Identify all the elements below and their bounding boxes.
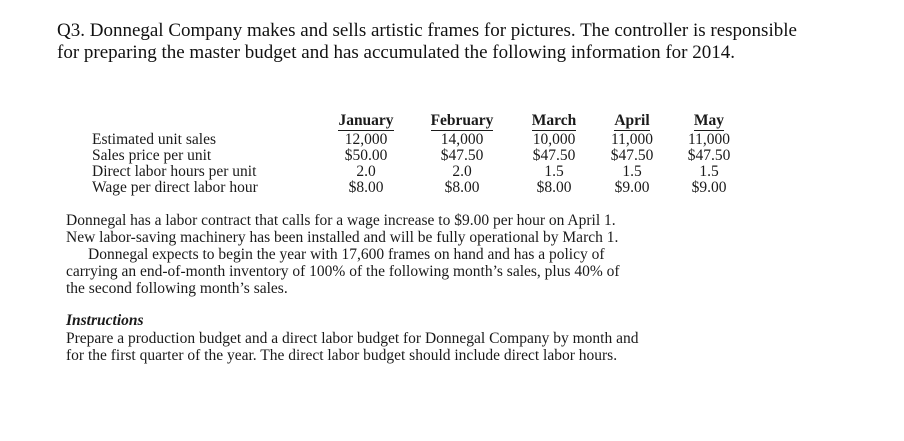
cell-value: $8.00 [536,179,572,196]
paragraph-line: the second following month’s sales. [66,280,288,297]
cell-value: 2.0 [356,163,376,180]
cell-value: 12,000 [344,131,388,148]
cell-value: 11,000 [687,131,731,148]
instructions-line: for the first quarter of the year. The direct labor budget should include direct labor hours. [66,347,618,364]
cell-value: 11,000 [610,131,654,148]
header-may: May [693,112,725,129]
cell-value: $8.00 [444,179,480,196]
table-row [92,180,746,196]
question-line-1: Q3. Donnegal Company makes and sells artistic frames for pictures. The controller is responsible [57,20,797,41]
instructions-text [66,330,638,364]
question-line-2: for preparing the master budget and has accumulated the following information for 2014. [57,42,735,63]
cell-value: $8.00 [348,179,384,196]
instructions-heading: Instructions [66,312,144,329]
cell-value: 1.5 [699,163,719,180]
header-january: January [338,112,394,129]
budget-data-table [92,113,746,196]
table-row [92,132,746,148]
header-april: April [614,112,650,129]
cell-value: 1.5 [544,163,564,180]
paragraph-line: Donnegal expects to begin the year with 17,600 frames on hand and has a policy of [88,246,605,263]
cell-value: 1.5 [622,163,642,180]
table-row [92,148,746,164]
cell-value: 10,000 [532,131,576,148]
cell-value: $9.00 [691,179,727,196]
header-february: February [430,112,494,129]
row-label: Wage per direct labor hour [92,179,258,196]
cell-value: 2.0 [452,163,472,180]
question-prompt [57,20,877,64]
paragraph-line: carrying an end-of-month inventory of 100% of the following month’s sales, plus 40% of [66,263,620,280]
paragraph-line: New labor-saving machinery has been installed and will be fully operational by March 1. [66,229,619,246]
header-march: March [531,112,577,129]
row-label: Estimated unit sales [92,131,216,148]
instructions-line: Prepare a production budget and a direct labor budget for Donnegal Company by month and [66,330,639,347]
cell-value: $47.50 [532,147,576,164]
cell-value: $50.00 [344,147,388,164]
cell-value: 14,000 [440,131,484,148]
row-label: Sales price per unit [92,147,212,164]
table-header-row [92,113,746,132]
cell-value: $47.50 [610,147,654,164]
header-blank [92,113,324,132]
row-label: Direct labor hours per unit [92,163,257,180]
cell-value: $47.50 [440,147,484,164]
paragraph-line: Donnegal has a labor contract that calls for a wage increase to $9.00 per hour on April 1. [66,212,616,229]
cell-value: $47.50 [687,147,731,164]
cell-value: $9.00 [614,179,650,196]
problem-description [66,212,766,297]
table-row [92,164,746,180]
